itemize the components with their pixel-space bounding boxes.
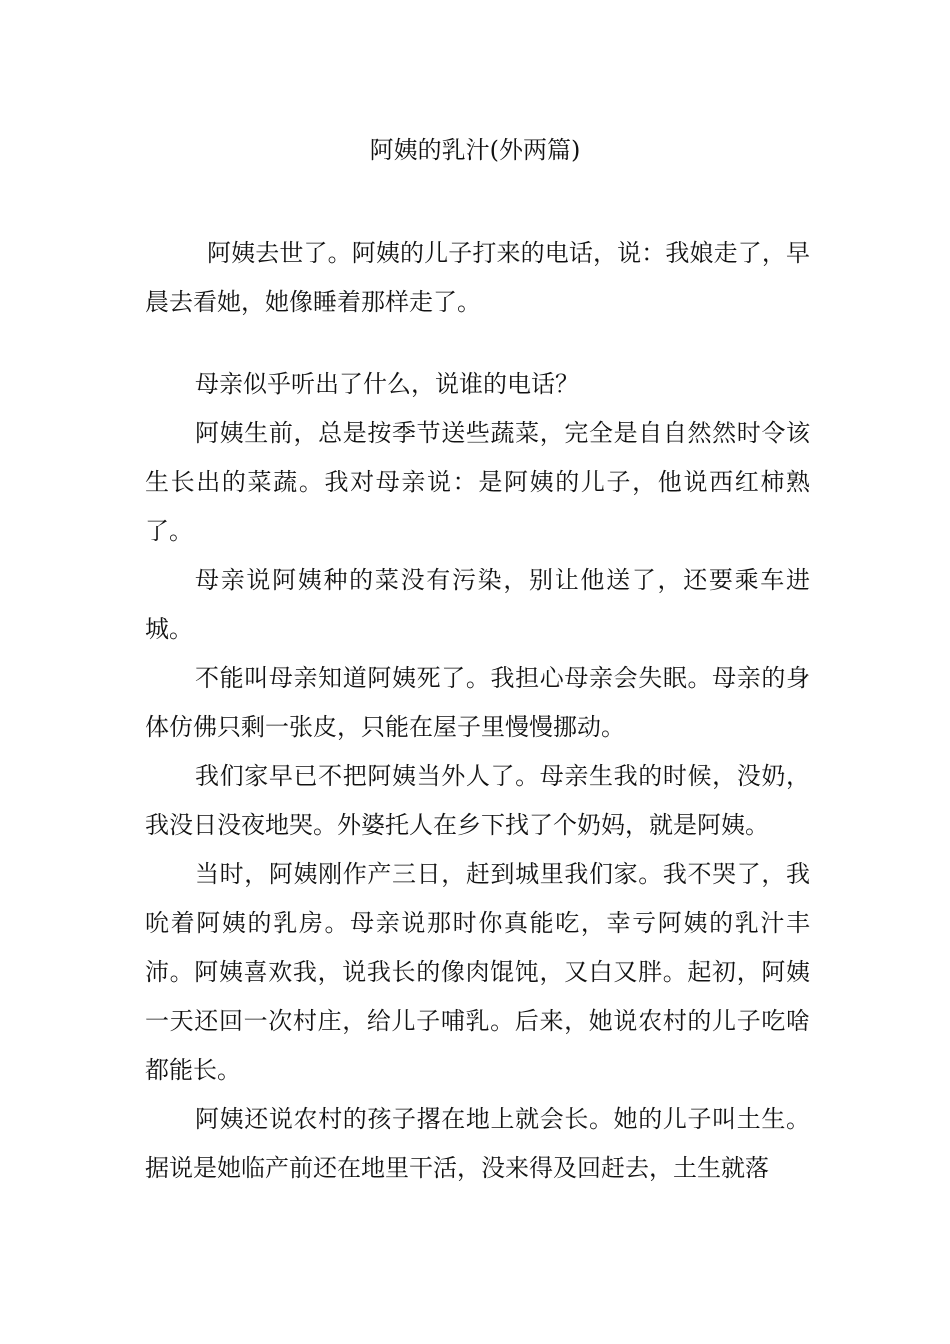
- paragraph: 当时，阿姨刚作产三日，赶到城里我们家。我不哭了，我吮着阿姨的乳房。母亲说那时你真能吃，幸亏阿姨的乳汁丰沛。阿姨喜欢我，说我长的像肉馄饨，又白又胖。起初，阿姨一天还回一次村庄，给儿子哺乳。后来，她说农村的儿子吃啥都能长。: [145, 860, 810, 1084]
- paragraph: 我们家早已不把阿姨当外人了。母亲生我的时候，没奶，我没日没夜地哭。外婆托人在乡下找了个奶妈，就是阿姨。: [145, 762, 810, 839]
- paragraph: 不能叫母亲知道阿姨死了。我担心母亲会失眠。母亲的身体仿佛只剩一张皮，只能在屋子里慢慢挪动。: [145, 664, 810, 741]
- document-title: 阿姨的乳汁(外两篇): [369, 136, 581, 164]
- paragraph: 母亲似乎听出了什么，说谁的电话？: [195, 370, 579, 398]
- paragraph: 母亲说阿姨种的菜没有污染，别让他送了，还要乘车进城。: [145, 566, 810, 643]
- paragraph: 阿姨去世了。阿姨的儿子打来的电话，说：我娘走了，早晨去看她，她像睡着那样走了。: [145, 239, 810, 316]
- document-body: [145, 229, 810, 1193]
- paragraph: 阿姨生前，总是按季节送些蔬菜，完全是自自然然时令该生长出的菜蔬。我对母亲说：是阿姨的儿子，他说西红柿熟了。: [145, 419, 810, 545]
- paragraph: 阿姨还说农村的孩子撂在地上就会长。她的儿子叫土生。据说是她临产前还在地里干活，没来得及回赶去，土生就落: [145, 1105, 810, 1182]
